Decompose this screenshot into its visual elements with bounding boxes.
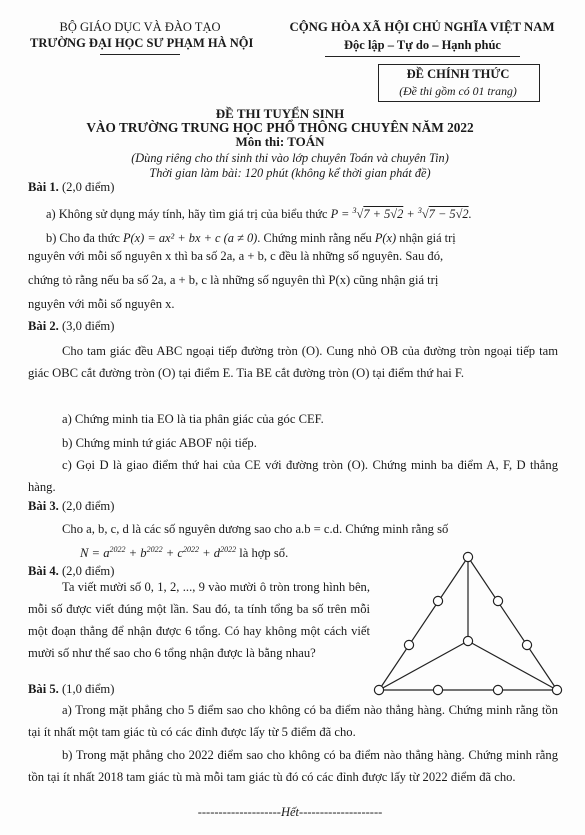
exam-title: ĐỀ THI TUYỂN SINH xyxy=(215,106,345,121)
bai3-formula: $N = a^{2022} + b^{2022} + c^{2022} + d^{2022}$ xyxy=(80,545,237,561)
exam-time: Thời gian làm bài: 120 phút (không kể thời gian phát đề) xyxy=(149,166,431,180)
bai2-heading xyxy=(28,319,114,334)
bai1-b-line2: nguyên với mỗi số nguyên x thì ba số 2a, a + b, c đều là những số nguyên. Sau đó, xyxy=(28,249,444,263)
bai4-points: (2,0 điểm) xyxy=(61,564,115,578)
figure-median-left xyxy=(379,641,468,690)
figure-circle-bottom-right-inner xyxy=(493,685,502,694)
figure-median-right xyxy=(468,641,557,690)
end-right-dashes: -------------------- xyxy=(299,805,383,819)
bai1-a xyxy=(46,206,472,222)
bai1-a-formula: P = $^3$√7 + 5√2 + $^3$√7 − 5√2. xyxy=(330,206,472,222)
figure-circle-right-lower xyxy=(522,640,531,649)
bai3-heading xyxy=(28,499,114,514)
figure-circle-bottom-right xyxy=(552,685,561,694)
bai1-b-mid: . Chứng minh rằng nếu xyxy=(257,231,372,245)
bai1-heading xyxy=(28,180,114,195)
bai1-b-line1 xyxy=(46,231,456,246)
page-count-note: (Đề thi gồm có 01 trang) xyxy=(399,84,517,98)
bai4-label: Bài 4. xyxy=(28,564,59,578)
bai1-label: Bài 1. xyxy=(28,180,59,194)
school-name: TRƯỜNG ĐẠI HỌC SƯ PHẠM HÀ NỘI xyxy=(30,36,254,50)
figure-circle-center xyxy=(463,636,472,645)
end-marker xyxy=(180,805,400,820)
bai1-b-intro: b) Cho đa thức xyxy=(46,231,120,245)
republic-name: CỘNG HÒA XÃ HỘI CHỦ NGHĨA VIỆT NAM xyxy=(289,20,555,34)
bai1-b-line4: nguyên với mỗi số nguyên x. xyxy=(28,297,175,311)
bai1-b-polynomial: P(x) = ax² + bx + c (a ≠ 0) xyxy=(122,231,258,245)
figure-circle-right-upper xyxy=(493,596,502,605)
end-left-dashes: -------------------- xyxy=(197,805,281,819)
bai2-a: a) Chứng minh tia EO là tia phân giác của góc CEF. xyxy=(62,412,324,426)
exam-subtitle: VÀO TRƯỜNG TRUNG HỌC PHỔ THÔNG CHUYÊN NĂM 2022 xyxy=(86,120,474,135)
bai1-points: (2,0 điểm) xyxy=(61,180,115,194)
figure-edge-left xyxy=(379,557,468,690)
bai2-c: c) Gọi D là giao điểm thứ hai của CE với đường tròn (O). Chứng minh ba điểm A, F, D thẳng hàng. xyxy=(28,458,558,494)
figure-edge-right xyxy=(468,557,557,690)
bai5-a: a) Trong mặt phẳng cho 5 điểm sao cho không có ba điểm nào thẳng hàng. Chứng minh rằng tồn tại ít nhất một tam giác tù có các đỉnh được lấy từ 5 điểm đã cho. xyxy=(28,703,558,739)
figure-circle-bottom-left xyxy=(374,685,383,694)
bai5-points: (1,0 điểm) xyxy=(61,682,115,696)
bai3-points: (2,0 điểm) xyxy=(61,499,115,513)
bai4-text: Ta viết mười số 0, 1, 2, ..., 9 vào mười ô tròn trong hình bên, mỗi số được viết đúng một lần. Sau đó, ta tính tổng ba số trên mỗi một đoạn thẳng để nhận được 6 tổng. Có hay không một cách viết mười số như thế sao cho 6 tổng nhận được là bằng nhau? xyxy=(28,580,370,660)
bai1-b-px: P(x) xyxy=(374,231,397,245)
bai1-b-line3: chứng tỏ rằng nếu ba số 2a, a + b, c là những số nguyên thì P(x) cũng nhận giá trị xyxy=(28,273,439,287)
school-underline xyxy=(100,54,180,55)
bai5-label: Bài 5. xyxy=(28,682,59,696)
bai5-b: b) Trong mặt phẳng cho 2022 điểm sao cho không có ba điểm nào thẳng hàng. Chứng minh rằng tồn tại ít nhất 2018 tam giác tù mà mỗi tam giác tù đó có các đỉnh được lấy từ 2022 điểm đã cho. xyxy=(28,748,558,784)
bai3-line1: Cho a, b, c, d là các số nguyên dương sao cho a.b = c.d. Chứng minh rằng số xyxy=(62,522,449,536)
figure-circle-left-lower xyxy=(404,640,413,649)
bai2-intro: Cho tam giác đều ABC ngoại tiếp đường tròn (O). Cung nhỏ OB của đường tròn ngoại tiếp tam giác OBC cắt đường tròn (O) tại điểm E. Tia BE cắt đường tròn (O) tại điểm thứ hai F. xyxy=(28,344,558,380)
bai2-b: b) Chứng minh tứ giác ABOF nội tiếp. xyxy=(62,436,257,450)
bai1-b-tail: nhận giá trị xyxy=(399,231,456,245)
bai3-tail: là hợp số. xyxy=(239,546,289,561)
bai1-a-text: a) Không sử dụng máy tính, hãy tìm giá trị của biểu thức xyxy=(46,207,328,222)
bai5-heading xyxy=(28,682,114,697)
bai2-points: (3,0 điểm) xyxy=(61,319,115,333)
official-exam-label: ĐỀ CHÍNH THỨC xyxy=(406,67,510,81)
exam-subject: Môn thi: TOÁN xyxy=(235,134,325,149)
bai2-label: Bài 2. xyxy=(28,319,59,333)
national-motto: Độc lập – Tự do – Hạnh phúc xyxy=(344,38,501,52)
figure-circle-bottom-left-inner xyxy=(433,685,442,694)
bai3-label: Bài 3. xyxy=(28,499,59,513)
end-text: Hết xyxy=(280,805,300,819)
motto-underline xyxy=(325,56,520,57)
exam-audience: (Dùng riêng cho thí sinh thi vào lớp chuyên Toán và chuyên Tin) xyxy=(131,151,449,165)
figure-circle-top xyxy=(463,552,472,561)
bai3-line2 xyxy=(80,545,288,561)
figure-circle-left-upper xyxy=(433,596,442,605)
ministry-name: BỘ GIÁO DỤC VÀ ĐÀO TẠO xyxy=(59,20,221,34)
